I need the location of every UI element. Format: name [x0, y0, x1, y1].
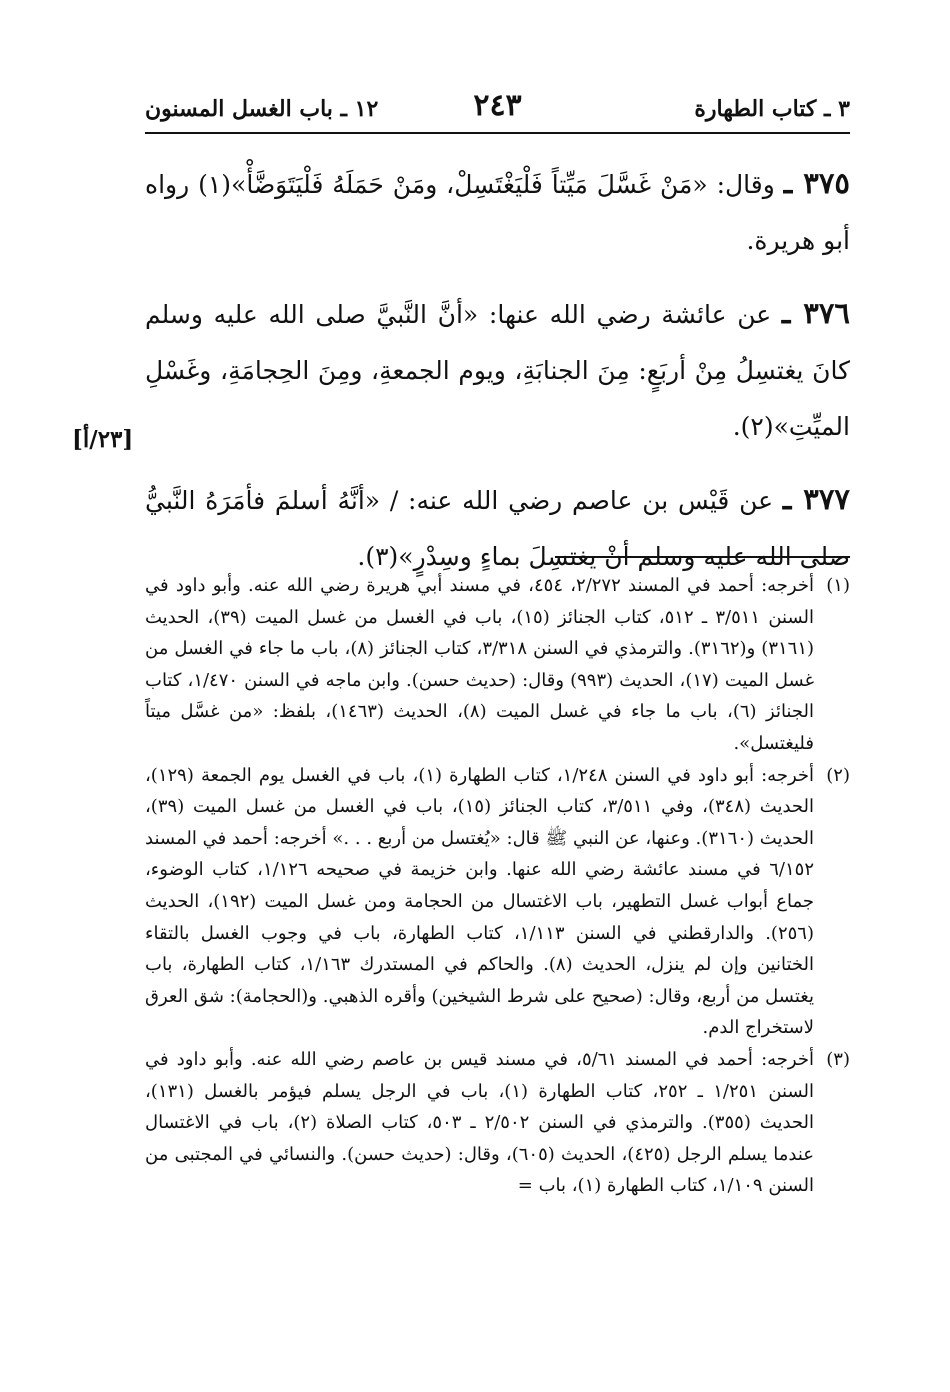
- footnote-marker: (١): [826, 575, 850, 596]
- footnote: [145, 1044, 850, 1202]
- footnote-text: أخرجه: أبو داود في السنن ١/٢٤٨، كتاب الطهارة (١)، باب في الغسل يوم الجمعة (١٢٩)، الحديث (٣٤٨)، وفي ٣/٥١١، كتاب الجنائز (١٥)، باب في الغسل من غسل الميت (٣٩)، الحديث (٣١٦٠). وعنها، عن النبي ﷺ قال: «يُغتسل من أربع . . .» أخرجه: أحمد في المسند ٦/١٥٢ في مسند عائشة رضي الله عنها. وابن خزيمة في صحيحه ١/١٢٦، كتاب الوضوء، جماع أبواب غسل التطهير، باب الاغتسال من الحجامة ومن غسل الميت (١٩٢)، الحديث (٢٥٦). والدارقطني في السنن ١/١١٣، كتاب الطهارة، باب في وجوب الغسل بالتقاء الختانين وإن لم ينزل، الحديث (٨). والحاكم في المستدرك ١/١٦٣، كتاب الطهارة، باب يغتسل من أربع، وقال: (صحيح على شرط الشيخين) وأقره الذهبي. و(الحجامة): شق العرق لاستخراج الدم.: [145, 764, 815, 1039]
- hadith-body: وقال: «مَنْ غَسَّلَ مَيِّتاً فَلْيَغْتَسِلْ، ومَنْ حَمَلَهُ فَلْيَتَوَضَّأْ»(١) رواه أبو هريرة.: [145, 170, 850, 255]
- header-book-title: ٣ ـ كتاب الطهارة: [694, 96, 850, 122]
- footnote-marker: (٢): [826, 764, 850, 786]
- footnote-divider: [555, 556, 850, 558]
- footnote: [145, 760, 850, 1044]
- footnote-marker: (٣): [826, 1048, 850, 1070]
- footnote-text: أخرجه: أحمد في المسند ٥/٦١، في مسند قيس بن عاصم رضي الله عنه. وأبو داود في السنن ١/٢٥١ ـ ٢٥٢، كتاب الطهارة (١)، باب في الرجل يسلم فيؤمر بالغسل (١٣١)، الحديث (٣٥٥). والترمذي في السنن ٢/٥٠٢ ـ ٥٠٣، كتاب الصلاة (٢)، باب في الاغتسال عندما يسلم الرجل (٤٢٥)، الحديث (٦٠٥)، وقال: (حديث حسن). والنسائي في المجتبى من السنن ١/١٠٩، كتاب الطهارة (١)، باب =: [145, 1048, 815, 1197]
- header-chapter-title: ١٢ ـ باب الغسل المسنون: [145, 96, 379, 122]
- hadith-text: [145, 155, 850, 601]
- hadith-entry: [145, 155, 850, 269]
- page-number: ٢٤٣: [473, 88, 522, 123]
- hadith-number: ٣٧٦ ـ: [781, 296, 850, 330]
- hadith-number: ٣٧٧ ـ: [782, 482, 850, 516]
- footnote: [145, 570, 850, 760]
- hadith-body: عن قَيْس بن عاصم رضي الله عنه: / «أنَّهُ أسلمَ فأمَرَهُ النَّبيُّ صلى الله عليه وسلم أنْ يغتسِلَ بماءٍ وسِدْرٍ»(٣).: [145, 486, 850, 571]
- header-divider: [145, 132, 850, 134]
- hadith-body: عن عائشة رضي الله عنها: «أنَّ النَّبيَّ صلى الله عليه وسلم كانَ يغتسِلُ مِنْ أربَعٍ: مِنَ الجنابَةِ، ويوم الجمعةِ، ومِنَ الحِجامَةِ، وغَسْلِ الميِّتِ»(٢).: [145, 300, 850, 441]
- hadith-entry: [145, 285, 850, 455]
- footnotes: [145, 570, 850, 1202]
- running-header: [145, 88, 850, 130]
- footnote-text: أخرجه: أحمد في المسند ٢/٢٧٢، ٤٥٤، في مسند أبي هريرة رضي الله عنه. وأبو داود في السنن ٣/٥١١ ـ ٥١٢، كتاب الجنائز (١٥)، باب في الغسل من غسل الميت (٣٩)، الحديث (٣١٦١) و(٣١٦٢). والترمذي في السنن ٣/٣١٨، كتاب الجنائز (٨)، باب ما جاء في الغسل من غسل الميت (١٧)، الحديث (٩٩٣) وقال: (حديث حسن). وابن ماجه في السنن ١/٤٧٠، كتاب الجنائز (٦)، باب ما جاء في غسل الميت (٨)، الحديث (١٤٦٣)، بلفظ: «من غسَّل ميتاً فليغتسل».: [145, 575, 815, 754]
- hadith-entry: [145, 471, 850, 585]
- manuscript-folio-note: [٢٣/أ]: [72, 426, 134, 453]
- hadith-number: ٣٧٥ ـ: [783, 166, 850, 200]
